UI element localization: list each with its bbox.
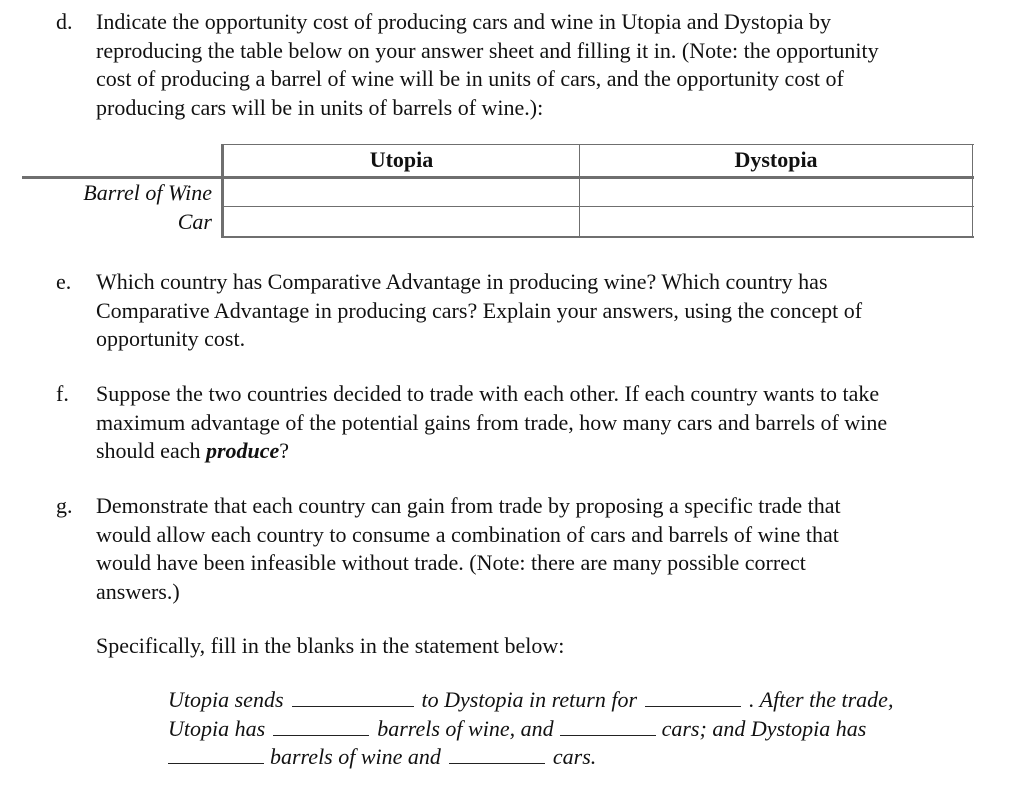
- question-d-line: reproducing the table below on your answer sheet and filling it in. (Note: the opportunity: [96, 37, 879, 63]
- question-g-letter: g.: [56, 493, 73, 518]
- question-e-line: Which country has Comparative Advantage in producing wine? Which country has: [96, 269, 828, 294]
- fill-in-instruction: Specifically, fill in the blanks in the statement below:: [96, 633, 565, 658]
- question-e-text: [96, 268, 986, 354]
- statement-text: barrels of wine, and: [377, 715, 554, 741]
- question-f-letter: f.: [56, 381, 69, 406]
- table-rule: [972, 144, 973, 238]
- question-f-line3-prefix: should each: [96, 438, 206, 463]
- question-f-line: [96, 437, 986, 466]
- question-d-line: Indicate the opportunity cost of producing cars and wine in Utopia and Dystopia by: [96, 9, 831, 34]
- statement-line-3: [168, 743, 958, 772]
- question-g: [56, 492, 986, 606]
- question-f: [56, 380, 986, 466]
- question-f-line3-suffix: ?: [279, 438, 290, 463]
- blank-utopia-wine[interactable]: [273, 717, 369, 736]
- question-e-letter: e.: [56, 269, 72, 294]
- fill-in-statement: [168, 686, 958, 772]
- question-g-line: would allow each country to consume a combination of cars and barrels of wine that: [96, 521, 839, 547]
- question-d-line: producing cars will be in units of barrels of wine.):: [96, 94, 544, 120]
- question-e-line: Comparative Advantage in producing cars? Explain your answers, using the concept of: [96, 297, 863, 323]
- column-header-dystopia: Dystopia: [734, 147, 818, 172]
- question-f-text: [96, 380, 986, 466]
- question-g-line: answers.): [96, 578, 180, 604]
- statement-text: barrels of wine and: [270, 744, 441, 769]
- statement-text: to Dystopia in return for: [421, 687, 638, 712]
- row-label-car: Car: [177, 209, 212, 234]
- statement-text: cars.: [552, 744, 597, 769]
- question-d-letter: d.: [56, 9, 73, 34]
- question-g-line: would have been infeasible without trade. (Note: there are many possible correct: [96, 550, 806, 575]
- blank-dystopia-cars[interactable]: [449, 745, 545, 764]
- question-e-line: opportunity cost.: [96, 326, 246, 351]
- statement-text: Utopia sends: [168, 687, 284, 712]
- column-header-utopia: Utopia: [369, 147, 434, 172]
- table-rule: [222, 144, 974, 145]
- emphasis-produce: produce: [205, 438, 280, 463]
- question-e: [56, 268, 986, 354]
- question-d-text: [96, 8, 986, 122]
- blank-utopia-sends[interactable]: [292, 688, 414, 707]
- opportunity-cost-table: [22, 144, 974, 238]
- answer-cell-wine-utopia[interactable]: [224, 179, 579, 206]
- blank-in-return-for[interactable]: [645, 688, 741, 707]
- question-g-text: [96, 492, 986, 606]
- answer-cell-car-dystopia[interactable]: [580, 207, 972, 236]
- statement-line-2: [168, 715, 958, 744]
- row-label-barrel-of-wine: Barrel of Wine: [83, 180, 212, 205]
- statement-text: Utopia has: [168, 715, 266, 741]
- answer-cell-wine-dystopia[interactable]: [580, 179, 972, 206]
- table-rule: [222, 236, 974, 238]
- question-f-line: Suppose the two countries decided to trade with each other. If each country wants to take: [96, 381, 880, 406]
- statement-text: . After the trade,: [749, 687, 894, 712]
- question-d-line: cost of producing a barrel of wine will be in units of cars, and the opportunity cost of: [96, 66, 844, 91]
- blank-dystopia-wine[interactable]: [168, 745, 264, 764]
- question-f-line: maximum advantage of the potential gains from trade, how many cars and barrels of wine: [96, 409, 888, 435]
- statement-text: cars; and Dystopia has: [661, 715, 867, 741]
- question-g-line: Demonstrate that each country can gain from trade by proposing a specific trade that: [96, 493, 841, 518]
- blank-utopia-cars[interactable]: [560, 717, 656, 736]
- question-d: [56, 8, 986, 122]
- statement-line-1: [168, 686, 958, 715]
- answer-cell-car-utopia[interactable]: [224, 207, 579, 236]
